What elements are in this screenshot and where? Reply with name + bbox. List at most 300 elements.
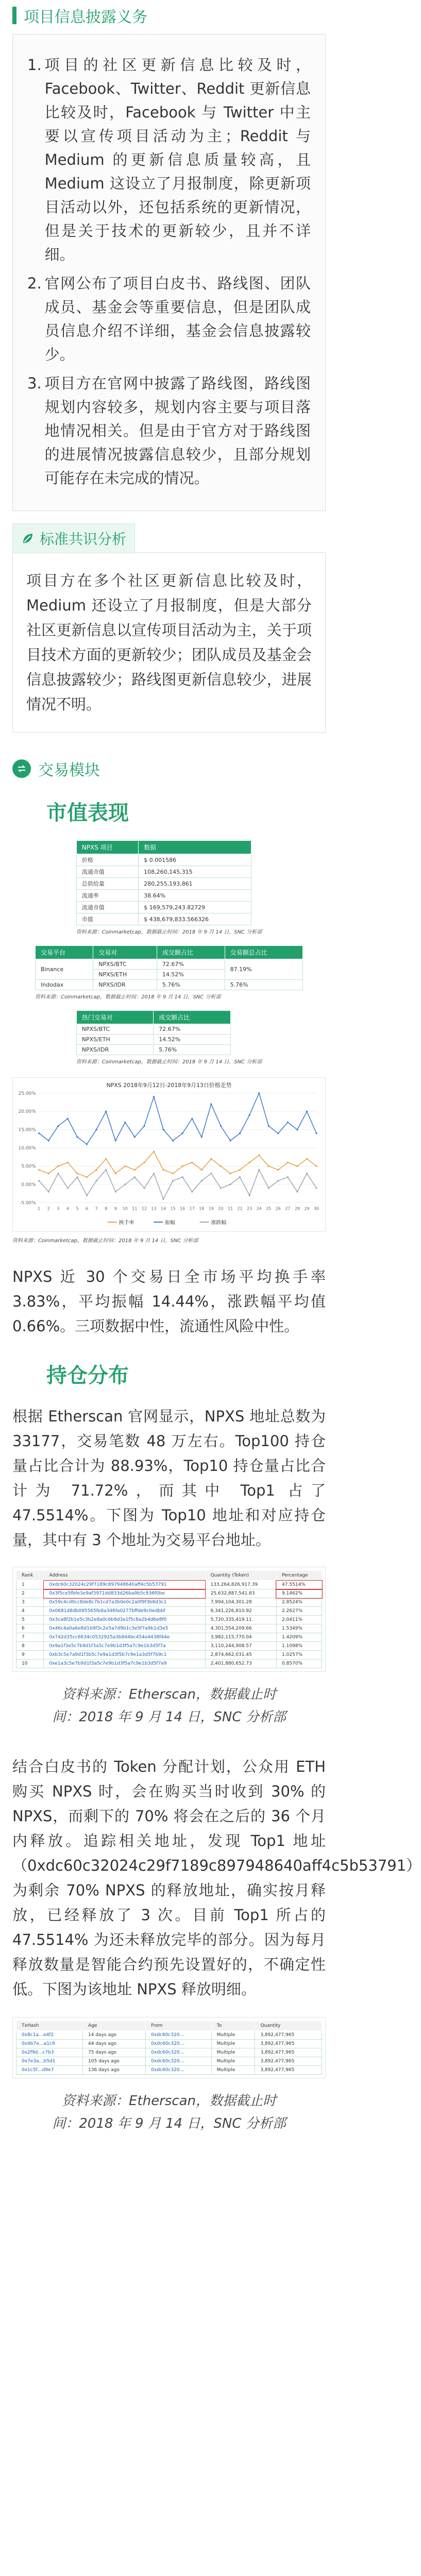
data-point xyxy=(268,1187,270,1189)
table-header: 数据 xyxy=(139,841,251,854)
table-cell[interactable]: 0x9a1f3e5c7b9d1f3a5c7e9b1d3f5a7c9e1b3d5f7a xyxy=(44,1642,205,1651)
table-cell: 7,994,104,301.28 xyxy=(205,1598,276,1607)
source-text: 资料来源：Coinmarketcap，数据截止时间：2018 年 9 月 14 日，SNC 分析部 xyxy=(35,994,221,1000)
chart-title: NPXS 2018年9月12日-2018年9月13日价格走势 xyxy=(106,1081,232,1089)
table-cell: 流通市值 xyxy=(76,902,138,913)
market-paragraph: NPXS 近 30 个交易日全市场平均换手率 3.83%，平均振幅 14.44%，涨跌幅平均值 0.66%。三项数据中性，流通性风险中性。 xyxy=(12,1268,326,1335)
data-point xyxy=(249,1114,250,1116)
exchange-icon xyxy=(12,759,31,778)
table-row xyxy=(76,890,251,902)
table-cell: 市值 xyxy=(76,913,138,925)
holders-body xyxy=(16,1581,322,1668)
list-item-number: 2. xyxy=(27,275,42,292)
table-cell: NPXS/BTC xyxy=(93,959,157,970)
release-figure xyxy=(12,2017,326,2078)
table-cell: 0.8570% xyxy=(276,1659,322,1668)
table-cell: 25,632,887,541.83 xyxy=(205,1589,276,1598)
data-point xyxy=(210,1173,212,1174)
section-bar xyxy=(12,7,16,24)
list-item-number: 1. xyxy=(27,56,42,74)
table-cell: NPXS/ETH xyxy=(76,1035,154,1045)
x-tick-label: 4 xyxy=(66,1206,69,1211)
table-cell: 总供给量 xyxy=(76,878,138,890)
table-cell[interactable]: 0x2f9d…c7b3 xyxy=(16,2048,83,2057)
table3-source xyxy=(76,1057,262,1065)
table-cell[interactable]: 0x1c5f…d9e7 xyxy=(16,2066,83,2075)
list-item-text: 项目方在官网中披露了路线图，路线图规划内容较多，规划内容主要与项目落地情况相关。但是由于官方对于路线图的进展情况披露信息较少，且部分规划可能存在未完成的情况。 xyxy=(44,375,311,487)
article-page xyxy=(0,1,421,2135)
table-cell: 2 xyxy=(16,1589,44,1598)
module-header-trade xyxy=(0,753,338,784)
y-tick-label: -5.00% xyxy=(20,1200,36,1206)
y-tick-label: 15.00% xyxy=(18,1127,36,1133)
data-point xyxy=(67,1162,69,1163)
table-cell[interactable]: 0x59c4cd0cc8de8c7b1cd7a3b0e0c2a0f9f3b8d3c1 xyxy=(44,1598,205,1607)
list-item-text: 官网公布了项目白皮书、路线图、团队成员、基金会等重要信息，但是团队成员信息介绍不详细，基金会信息披露较少。 xyxy=(44,275,311,363)
data-point xyxy=(124,1183,126,1185)
table-cell: 38.64% xyxy=(139,890,251,902)
table-row xyxy=(16,1589,322,1598)
disclosure-list xyxy=(12,34,326,511)
x-tick-label: 9 xyxy=(114,1206,117,1211)
data-point xyxy=(315,1187,317,1189)
legend-label: 换手率 xyxy=(119,1220,134,1226)
data-point xyxy=(38,1169,40,1171)
holders-table xyxy=(16,1570,322,1668)
table-cell: NPXS/ETH xyxy=(93,970,157,980)
table-cell: 72.67% xyxy=(157,959,225,970)
table-cell: 流通率 xyxy=(76,890,138,902)
table-row xyxy=(76,913,251,925)
table-cell: Multiple xyxy=(211,2040,255,2048)
table-cell: $ 438,679,833.566326 xyxy=(139,913,251,925)
table-header: Rank xyxy=(16,1571,44,1581)
table-cell: 2.0411% xyxy=(276,1616,322,1624)
data-point xyxy=(315,1165,317,1167)
table-cell: Multiple xyxy=(211,2031,255,2040)
data-point xyxy=(162,1198,164,1200)
data-point xyxy=(162,1169,164,1171)
table-cell: 5.76% xyxy=(157,980,225,990)
data-point xyxy=(277,1132,279,1134)
x-tick-label: 23 xyxy=(247,1206,252,1211)
table-header: NPXS 项目 xyxy=(76,841,138,854)
source-text: 资料来源：Coinmarketcap，数据截止时间：2018 年 9 月 14 日，SNC 分析部 xyxy=(76,929,262,935)
data-point xyxy=(220,1165,222,1167)
data-point xyxy=(287,1162,289,1163)
table-cell: 10 xyxy=(16,1659,44,1668)
x-tick-label: 30 xyxy=(314,1206,319,1211)
data-point xyxy=(287,1122,289,1123)
list-item-text: 项目的社区更新信息比较及时，Facebook、Twitter、Reddit 更新信息比较及时，Facebook 与 Twitter 中主要以宣传项目活动为主；Reddit 与 Medium 的更新信息质量较高，且 Medium 这设立了月报制度，除更新项目活动以外，还包括系统的更新情况，但是关于技术的更新较少，且并不详细。 xyxy=(44,56,311,263)
table-cell: 1.5349% xyxy=(276,1624,322,1633)
data-point xyxy=(172,1173,174,1174)
table-cell[interactable]: 0x46c4a0a6e8d1b9f3c2e5a7d9b1c3e5f7a9b1d3e5 xyxy=(44,1624,205,1633)
data-point xyxy=(143,1162,145,1163)
data-point xyxy=(258,1169,260,1171)
holding-title: 持仓分布 xyxy=(46,1364,129,1387)
table-cell[interactable]: 0x8c1a…e4f2 xyxy=(16,2031,83,2040)
data-point xyxy=(210,1103,212,1105)
table-cell: 14.52% xyxy=(157,970,225,980)
data-point xyxy=(258,1092,260,1094)
table-row xyxy=(16,2066,322,2075)
table-header: 交易对 xyxy=(93,946,157,959)
x-tick-label: 22 xyxy=(237,1206,243,1211)
data-point xyxy=(296,1191,298,1193)
release-body xyxy=(16,2031,322,2075)
section-title: 项目信息披露义务 xyxy=(24,8,147,26)
x-tick-label: 10 xyxy=(122,1206,128,1211)
data-point xyxy=(229,1173,231,1174)
analysis-tab xyxy=(12,523,135,553)
holding-paragraph: 根据 Etherscan 官网显示，NPXS 地址总数为 33177，交易笔数 48 万左右。Top100 持仓量占比合计为 88.93%，Top10 持仓量占比合计为 71.72%，而其中 Top1 占了 47.5514%。下图为 Top10 地址和对应持仓量，其中有 3 个地址为交易平台地址。 xyxy=(12,1408,326,1549)
x-tick-label: 5 xyxy=(76,1206,79,1211)
data-point xyxy=(115,1140,116,1141)
data-point xyxy=(287,1176,289,1178)
data-point xyxy=(115,1191,116,1193)
table-cell: NPXS/IDR xyxy=(93,980,157,990)
table-cell: 75 days ago xyxy=(83,2048,146,2057)
data-point xyxy=(76,1173,78,1174)
data-point xyxy=(48,1173,49,1174)
data-point xyxy=(86,1143,88,1145)
data-point xyxy=(105,1169,107,1171)
data-point xyxy=(134,1169,136,1171)
caption-line: 资料来源：Etherscan，数据截止时 xyxy=(61,2093,277,2109)
holders-figure xyxy=(12,1567,326,1672)
table-row xyxy=(76,902,251,913)
table-row xyxy=(16,1607,322,1616)
table-cell: 8 xyxy=(16,1642,44,1651)
data-point xyxy=(306,1173,308,1174)
data-point xyxy=(296,1129,298,1130)
table-header: 热门交易对 xyxy=(76,1011,154,1024)
data-point xyxy=(153,1096,155,1097)
leaf-icon xyxy=(21,532,35,545)
x-tick-label: 1 xyxy=(38,1206,41,1211)
table-cell[interactable]: 0xdc60c320… xyxy=(146,2057,211,2066)
data-point xyxy=(105,1158,107,1160)
table-cell: Multiple xyxy=(211,2048,255,2057)
x-tick-label: 19 xyxy=(208,1206,214,1211)
table-row xyxy=(16,2048,322,2057)
y-tick-label: 20.00% xyxy=(18,1109,36,1115)
table-header: Address xyxy=(44,1571,205,1581)
analysis-section xyxy=(12,523,326,733)
x-tick-label: 16 xyxy=(180,1206,186,1211)
table-cell[interactable]: 0x4b7e…a1c9 xyxy=(16,2040,83,2048)
data-point xyxy=(201,1180,203,1181)
data-point xyxy=(38,1180,40,1181)
table-cell: 5 xyxy=(16,1616,44,1624)
table-cell[interactable]: 0xdc60c320… xyxy=(146,2048,211,2057)
data-point xyxy=(86,1176,88,1178)
table-row xyxy=(16,1659,322,1668)
table-row xyxy=(16,1598,322,1607)
analysis-tab-label: 标准共识分析 xyxy=(40,531,127,548)
x-tick-label: 13 xyxy=(151,1206,157,1211)
table-cell: 108,260,145,315 xyxy=(139,866,251,878)
table3-figure xyxy=(12,1010,326,1065)
data-point xyxy=(220,1125,222,1127)
data-point xyxy=(162,1129,164,1130)
table-cell: NPXS/BTC xyxy=(76,1024,154,1035)
x-tick-label: 7 xyxy=(95,1206,98,1211)
table1-source xyxy=(76,927,262,935)
table-header: Quantity xyxy=(255,2021,322,2031)
x-tick-label: 15 xyxy=(170,1206,176,1211)
table-cell: 2.2627% xyxy=(276,1607,322,1616)
table-cell[interactable]: 0xdc60c320… xyxy=(146,2031,211,2040)
table-cell: 105 days ago xyxy=(83,2057,146,2066)
data-point xyxy=(201,1169,203,1171)
legend-label: 振幅 xyxy=(165,1220,175,1226)
table-cell: 47.5514% xyxy=(276,1581,322,1589)
source-text: 资料来源：Coinmarketcap，数据截止时间：2018 年 9 月 14 日，SNC 分析部 xyxy=(76,1059,262,1065)
analysis-box xyxy=(12,552,326,733)
data-point xyxy=(95,1180,97,1181)
table2-source xyxy=(35,992,303,1000)
table-row xyxy=(76,866,251,878)
table-cell[interactable]: 0x3f5ce5fbfe3e9af3971dd833d26ba9b5c936f0be xyxy=(44,1589,205,1598)
table-cell: Multiple xyxy=(211,2057,255,2066)
x-tick-label: 8 xyxy=(105,1206,108,1211)
table-cell: 3,892,477,965 xyxy=(255,2031,322,2040)
caption-line: 资料来源：Etherscan，数据截止时 xyxy=(61,1687,277,1702)
table-cell: 3,892,477,965 xyxy=(255,2066,322,2075)
x-tick-label: 27 xyxy=(285,1206,291,1211)
table-row xyxy=(76,1024,230,1035)
list-item-number: 3. xyxy=(27,375,42,392)
table-cell: 1.4209% xyxy=(276,1633,322,1642)
data-point xyxy=(191,1162,193,1163)
x-tick-label: 3 xyxy=(57,1206,60,1211)
table-row xyxy=(16,2040,322,2048)
table-row xyxy=(16,1642,322,1651)
table-header: Percentage xyxy=(276,1571,322,1581)
table-cell: 2,401,880,652.73 xyxy=(205,1659,276,1668)
table-header: To xyxy=(211,2021,255,2031)
data-point xyxy=(249,1195,250,1196)
table-cell: $ 169,579,243.82729 xyxy=(139,902,251,913)
table-cell: 价格 xyxy=(76,854,138,866)
data-point xyxy=(315,1132,317,1134)
data-point xyxy=(48,1140,49,1141)
table-row xyxy=(76,1045,230,1055)
npxs-info-table xyxy=(76,840,251,925)
data-point xyxy=(105,1111,107,1112)
data-point xyxy=(143,1125,145,1127)
data-point xyxy=(57,1125,59,1127)
table-cell[interactable]: 0xdc60c320… xyxy=(146,2040,211,2048)
table-cell: 280,255,193,861 xyxy=(139,878,251,890)
table-header: 成交额占比 xyxy=(157,946,225,959)
data-point xyxy=(143,1187,145,1189)
table-cell: 3,892,477,965 xyxy=(255,2048,322,2057)
source-text: 资料来源：Coinmarketcap，数据截止时间：2018 年 9 月 14 日，SNC 分析部 xyxy=(12,1238,198,1244)
table-cell: 2,874,662,031.45 xyxy=(205,1651,276,1659)
table-cell: 9 xyxy=(16,1651,44,1659)
y-tick-label: 10.00% xyxy=(18,1146,36,1151)
data-point xyxy=(182,1176,183,1178)
analysis-text: 项目方在多个社区更新信息比较及时，Medium 还设立了月报制度，但是大部分社区更新信息以宣传项目活动为主，关于项目技术方面的更新较少；团队成员及基金会信息披露较少；路线图更新信息较少，进展情况不明。 xyxy=(26,572,312,713)
table-cell: 3,982,115,770.04 xyxy=(205,1633,276,1642)
table-header: 交易额总占比 xyxy=(225,946,302,959)
x-tick-label: 11 xyxy=(132,1206,138,1211)
table-cell: 44 days ago xyxy=(83,2040,146,2048)
price-line-chart xyxy=(12,1077,326,1232)
table-cell: 5.76% xyxy=(225,980,302,990)
data-point xyxy=(76,1176,78,1178)
table-header: 成交额占比 xyxy=(154,1011,231,1024)
table-cell: 流通市值 xyxy=(76,866,138,878)
x-tick-label: 29 xyxy=(304,1206,310,1211)
x-tick-label: 12 xyxy=(141,1206,147,1211)
data-point xyxy=(191,1191,193,1193)
table-cell: 1.0257% xyxy=(276,1651,322,1659)
table-cell[interactable]: 0xe1a3c5e7b9d1f3a5c7e9b1d3f5a7c9e1b3d5f7a9 xyxy=(44,1659,205,1668)
table-header: From xyxy=(146,2021,211,2031)
table-cell: 6,341,226,810.92 xyxy=(205,1607,276,1616)
caption-line: 间：2018 年 9 月 14 日，SNC 分析部 xyxy=(52,1709,286,1725)
table-cell: 6 xyxy=(16,1624,44,1633)
x-tick-label: 26 xyxy=(275,1206,281,1211)
data-point xyxy=(239,1132,241,1134)
table-cell: 1 xyxy=(16,1581,44,1589)
token-paragraph: 结合白皮书的 Token 分配计划，公众用 ETH 购买 NPXS 时，会在购买当时收到 30% 的 NPXS，而剩下的 70% 将会在之后的 36 个月内释放。追踪相关地址，发现 Top1 地址（0xdc60c32024c29f7189c897948640aff4c5b53791）为剩余 70% NPXS 的释放地址，确实按月释放，已经释放了 3 次。目前 Top1 所占的 47.5514% 为还未释放完毕的部分。因为每月释放数量是智能合约预先设置好的，不确定性低。下图为该地址 NPXS 释放明细。 xyxy=(12,1758,421,1998)
table-cell: 14 days ago xyxy=(83,2031,146,2040)
data-point xyxy=(134,1136,136,1138)
data-point xyxy=(277,1180,279,1181)
x-tick-label: 17 xyxy=(189,1206,195,1211)
release-table xyxy=(16,2021,322,2075)
list-item xyxy=(27,371,311,490)
x-tick-label: 28 xyxy=(294,1206,300,1211)
hot-pairs-table xyxy=(76,1010,231,1055)
legend-label: 涨跌幅 xyxy=(211,1220,227,1226)
data-point xyxy=(229,1183,231,1185)
data-point xyxy=(153,1151,155,1153)
x-tick-label: 6 xyxy=(85,1206,89,1211)
series-line-2 xyxy=(39,1093,316,1144)
data-point xyxy=(124,1122,126,1123)
data-point xyxy=(268,1125,270,1127)
data-point xyxy=(67,1118,69,1120)
table-cell: 14.52% xyxy=(154,1035,231,1045)
data-point xyxy=(153,1173,155,1174)
x-tick-label: 25 xyxy=(266,1206,272,1211)
table-cell: 72.67% xyxy=(154,1024,231,1035)
data-point xyxy=(182,1132,183,1134)
data-point xyxy=(229,1140,231,1141)
caption-line: 间：2018 年 9 月 14 日，SNC 分析部 xyxy=(52,2116,286,2131)
table-cell: 5.76% xyxy=(154,1045,231,1055)
table-cell: Multiple xyxy=(211,2066,255,2075)
table-cell: NPXS/IDR xyxy=(76,1045,154,1055)
x-tick-label: 20 xyxy=(218,1206,224,1211)
data-point xyxy=(277,1169,279,1171)
x-tick-label: 18 xyxy=(199,1206,205,1211)
table-cell[interactable]: 0xdc60c32024c29f7189c897948640aff4c5b53791 xyxy=(44,1581,205,1589)
table-row xyxy=(16,1624,322,1633)
table-cell: 7 xyxy=(16,1633,44,1642)
table-cell[interactable]: 0x3ca8f2b1e5c3b2e8a0c6b9d3e1f5c8a2b4d6e8f0 xyxy=(44,1616,205,1624)
y-tick-label: 25.00% xyxy=(18,1091,36,1096)
data-point xyxy=(76,1136,78,1138)
table-row xyxy=(16,1581,322,1589)
x-tick-label: 24 xyxy=(256,1206,262,1211)
table-cell[interactable]: 0x0681d8db095565fe8a346fa0277bffde9c0edbbf xyxy=(44,1607,205,1616)
data-point xyxy=(249,1162,250,1163)
y-tick-label: 5.00% xyxy=(21,1164,36,1170)
data-point xyxy=(201,1136,203,1138)
table-cell: $ 0.001586 xyxy=(139,854,251,866)
table-header: Quantity (Token) xyxy=(205,1571,276,1581)
section-header-disclosure xyxy=(0,1,338,30)
table-row xyxy=(16,1616,322,1624)
data-point xyxy=(115,1173,116,1174)
chart-source xyxy=(12,1236,326,1244)
series-line-1 xyxy=(39,1151,316,1177)
data-point xyxy=(124,1165,126,1167)
data-point xyxy=(210,1158,212,1160)
module-title: 交易模块 xyxy=(38,761,100,779)
data-point xyxy=(172,1140,174,1141)
data-point xyxy=(95,1169,97,1171)
holders-caption xyxy=(0,1683,338,1728)
table-cell: 3,892,477,965 xyxy=(255,2057,322,2066)
y-tick-label: 0.00% xyxy=(21,1182,36,1188)
data-point xyxy=(296,1165,298,1167)
table-row xyxy=(36,980,303,990)
data-point xyxy=(86,1195,88,1196)
table-row xyxy=(76,854,251,866)
data-point xyxy=(67,1187,69,1189)
table-cell[interactable]: 0xb3c5e7a9d1f3b5c7e9a1d3f5b7c9e1a3d5f7b9c1 xyxy=(44,1651,205,1659)
table-cell: 2.8524% xyxy=(276,1598,322,1607)
table-cell: 136 days ago xyxy=(83,2066,146,2075)
table-cell[interactable]: 0x7e3a…b5d1 xyxy=(16,2057,83,2066)
data-point xyxy=(239,1176,241,1178)
table-row xyxy=(76,1035,230,1045)
table-row xyxy=(76,878,251,890)
table-cell: 4 xyxy=(16,1607,44,1616)
data-point xyxy=(306,1111,308,1112)
table-cell: 3,892,477,965 xyxy=(255,2040,322,2048)
data-point xyxy=(38,1132,40,1134)
table-row xyxy=(16,1633,322,1642)
table-cell: 3 xyxy=(16,1598,44,1607)
table-header: Age xyxy=(83,2021,146,2031)
x-tick-label: 2 xyxy=(47,1206,50,1211)
table-cell: 87.19% xyxy=(225,959,302,980)
data-point xyxy=(191,1118,193,1120)
table-cell[interactable]: 0x742d35cc6634c0532925a3b844bc454e4438f44e xyxy=(44,1633,205,1642)
data-point xyxy=(57,1173,59,1174)
table2-figure xyxy=(12,945,326,1000)
chart-figure xyxy=(12,1077,326,1244)
data-point xyxy=(220,1187,222,1189)
table1-figure xyxy=(12,840,326,935)
table-cell: 133,264,826,917.39 xyxy=(205,1581,276,1589)
release-caption xyxy=(0,2090,338,2135)
data-point xyxy=(258,1155,260,1156)
table-cell[interactable]: 0xdc60c320… xyxy=(146,2066,211,2075)
data-point xyxy=(268,1165,270,1167)
table-row xyxy=(36,959,303,970)
market-title: 市值表现 xyxy=(46,801,129,825)
